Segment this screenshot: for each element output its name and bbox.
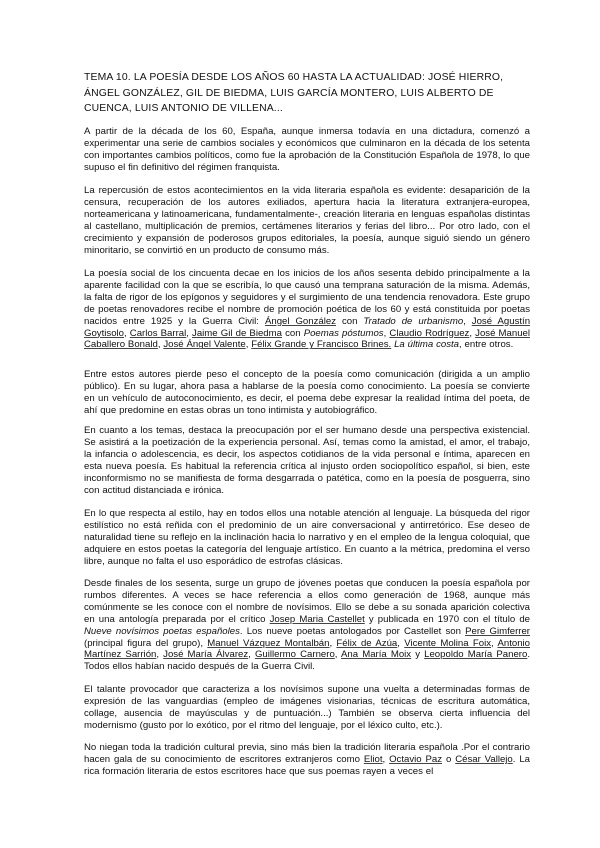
text-run: , xyxy=(463,315,472,327)
paragraph-novisimos xyxy=(84,578,530,673)
text-run: No niegan toda la tradición cultural previa, sino más bien la tradición literaria española .Por el contrario hacen gala de su conocimiento de escritores extranjeros como xyxy=(84,742,530,765)
author-link-gimferrer[interactable]: Pere Gimferrer xyxy=(465,625,530,637)
author-link-carlos-barral[interactable]: Carlos Barral xyxy=(129,327,187,339)
paragraph-repercussion: La repercusión de estos acontecimientos en la vida literaria española es evidente: desaparición de la censura, recuperación de los autores exiliados, apertura hacia la literatura extranjera-europea, norteamericana y latinoamericana, fundamentalmente-, creación literaria en lenguas españolas distintas al castellano, multiplicación de premios, certámenes literarios y ferias del libro... Por otro lado, con el crecimiento y expansión de poderosos grupos editoriales, la poesía, aunque siguió siendo un género minoritario, se convirtió en un producto de consumo más. xyxy=(84,185,530,256)
paragraph-intro: A partir de la década de los 60, España, aunque inmersa todavía en una dictadura, comenzó a experimentar una serie de cambios sociales y económicos que culminaron en la década de los setenta con importantes cambios políticos, como fue la aprobación de la Constitución Española de 1978, lo que supuso el fin definitivo del régimen franquista. xyxy=(84,126,530,173)
text-run: , xyxy=(186,327,193,339)
text-run: y xyxy=(411,649,425,661)
text-run: , xyxy=(469,327,476,339)
page-title: TEMA 10. LA POESÍA DESDE LOS AÑOS 60 HASTA LA ACTUALIDAD: JOSÉ HIERRO, ÁNGEL GONZÁLEZ, GIL DE BIEDMA, LUIS GARCÍA MONTERO, LUIS ALBERTO DE CUENCA, LUIS ANTONIO DE VILLENA... xyxy=(84,72,504,114)
text-run: , xyxy=(156,649,164,661)
paragraph-style: En lo que respecta al estilo, hay en todos ellos una notable atención al lenguaje. La búsqueda del rigor estilístico no está reñida con el predominio de un aire conversacional y antirretórico. Ese deseo de naturalidad tiene su reflejo en la inclinación hacia lo narrativo y en el empleo de la lengua coloquial, que adquiere en estos poetas la categoría del lenguaje artístico. En cuanto a la métrica, predomina el verso libre, aunque no falta el uso esporádico de estrofas clásicas. xyxy=(84,508,530,567)
author-link-octavio-paz[interactable]: Octavio Paz xyxy=(389,753,443,765)
text-run: , xyxy=(245,339,252,351)
author-link-valente[interactable]: José Ángel Valente xyxy=(163,339,246,351)
text-run: La poesía social de los cincuenta decae en los inicios de los años sesenta debido principalmente a la aparente facilidad con la que se escribía, lo que causó una temprana saturación de la misma. Además, la falta de rigor de los epígonos y seguidores y el surgimiento de una tendencia renovadora. Este grupo de poetas renovadores recibe el nombre de promoción poética de los 60 y está constituida por poetas nacidos entre 1925 y la Guerra Civil: xyxy=(84,268,530,327)
author-link-eliot[interactable]: Eliot xyxy=(363,753,383,765)
text-run: . La rica formación literaria de estos escritores hace que sus poemas rayen a veces el xyxy=(84,753,530,777)
author-link-azua[interactable]: Félix de Azúa xyxy=(336,637,398,649)
text-run: , entre otros. xyxy=(459,339,514,351)
author-link-cesar-vallejo[interactable]: César Vallejo xyxy=(455,753,513,765)
work-title: La última costa xyxy=(394,339,460,351)
author-link-alvarez[interactable]: José María Álvarez xyxy=(163,649,249,661)
author-link-angel-gonzalez[interactable]: Ángel González xyxy=(264,315,336,327)
paragraph-themes: En cuanto a los temas, destaca la preocupación por el ser humano desde una perspectiva existencial. Se asistirá a la poetización de la experiencia personal. Así, temas como la amistad, el amor, el trabajo, la infancia o adolescencia, es decir, los aspectos cotidianos de la vida personal e íntima, aparecen en esta nueva poesía. Es habitual la referencia crítica al injusto orden sociopolítico español, si bien, este inconformismo no se manifiesta de forma desgarrada o patética, como en la poesía de posguerra, sino con actitud distanciada e irónica. xyxy=(84,425,530,496)
author-link-vazquez-montalban[interactable]: Manuel Vázquez Montalbán xyxy=(207,637,330,649)
work-title: Tratado de urbanismo xyxy=(363,315,464,327)
work-title: Nueve novísimos poetas españoles xyxy=(84,625,240,637)
paragraph-social-poetry xyxy=(84,268,530,351)
text-run: , xyxy=(397,637,405,649)
text-run: , xyxy=(329,637,337,649)
author-link-carnero[interactable]: Guillermo Carnero xyxy=(254,649,335,661)
author-link-claudio-rodriguez[interactable]: Claudio Rodríguez xyxy=(389,327,470,339)
text-run: , xyxy=(382,753,390,765)
author-link-martinez-sarrion[interactable]: Antonio Martínez Sarrión xyxy=(84,637,530,661)
author-link-castellet[interactable]: Josep Maria Castellet xyxy=(269,613,365,625)
text-run: . Todos ellos habían nacido después de la Guerra Civil. xyxy=(84,649,530,673)
text-run: . Los nueve poetas antologados por Castellet son xyxy=(239,625,466,637)
author-link-goytisolo[interactable]: José Agustín Goytisolo xyxy=(84,315,531,339)
text-run: , xyxy=(491,637,498,649)
text-run: y publicada en 1970 con el título de xyxy=(364,613,530,625)
text-run: , xyxy=(157,339,164,351)
text-run: o xyxy=(442,753,456,765)
paragraph-knowledge: Entre estos autores pierde peso el concepto de la poesía como comunicación (dirigida a un amplio público). En su lugar, ahora pasa a hablarse de la poesía como conocimiento. La poesía se convierte en un vehículo de autoconocimiento, es decir, el poema debe expresar la realidad íntima del poeta, de ahí que predomine en estas obras un tono intimista y autobiográfico. xyxy=(84,369,530,416)
text-run: , xyxy=(248,649,255,661)
text-run: , xyxy=(334,649,342,661)
work-title: Poemas póstumos xyxy=(303,327,384,339)
text-run: , xyxy=(124,327,130,339)
text-run: (principal figura del grupo), xyxy=(84,637,208,649)
paragraph-provocation: El talante provocador que caracteriza a los novísimos supone una vuelta a determinadas formas de expresión de las vanguardias (empleo de imágenes visionarias, técnicas de escritura automática, collage, ausencia de mayúsculas y de puntuación...) También se observa cierta influencia del modernismo (gusto por lo exótico, por el ritmo del lenguaje, por el léxico culto, etc.). xyxy=(84,684,530,731)
author-link-grande-brines[interactable]: Félix Grande y Francisco Brines. xyxy=(251,339,392,351)
author-link-molina-foix[interactable]: Vicente Molina Foix xyxy=(404,637,492,649)
author-link-panero[interactable]: Leopoldo María Panero xyxy=(424,649,528,661)
text-run: con xyxy=(336,315,364,327)
author-link-caballero-bonald[interactable]: José Manuel Caballero Bonald xyxy=(84,327,530,351)
text-run: , xyxy=(383,327,390,339)
text-run: Desde finales de los sesenta, surge un grupo de jóvenes poetas que conducen la poesía española por rumbos diferentes. A veces se hace referencia a ellos como generación de 1968, aunque más comúnmente se les conoce con el nombre de novísimos. Ello se debe a su sonada aparición colectiva en una antología preparada por el crítico xyxy=(84,578,530,625)
text-run: con xyxy=(281,327,304,339)
author-link-moix[interactable]: Ana María Moix xyxy=(341,649,412,661)
paragraph-tradition xyxy=(84,742,530,778)
author-link-gil-de-biedma[interactable]: Jaime Gil de Biedma xyxy=(192,327,282,339)
